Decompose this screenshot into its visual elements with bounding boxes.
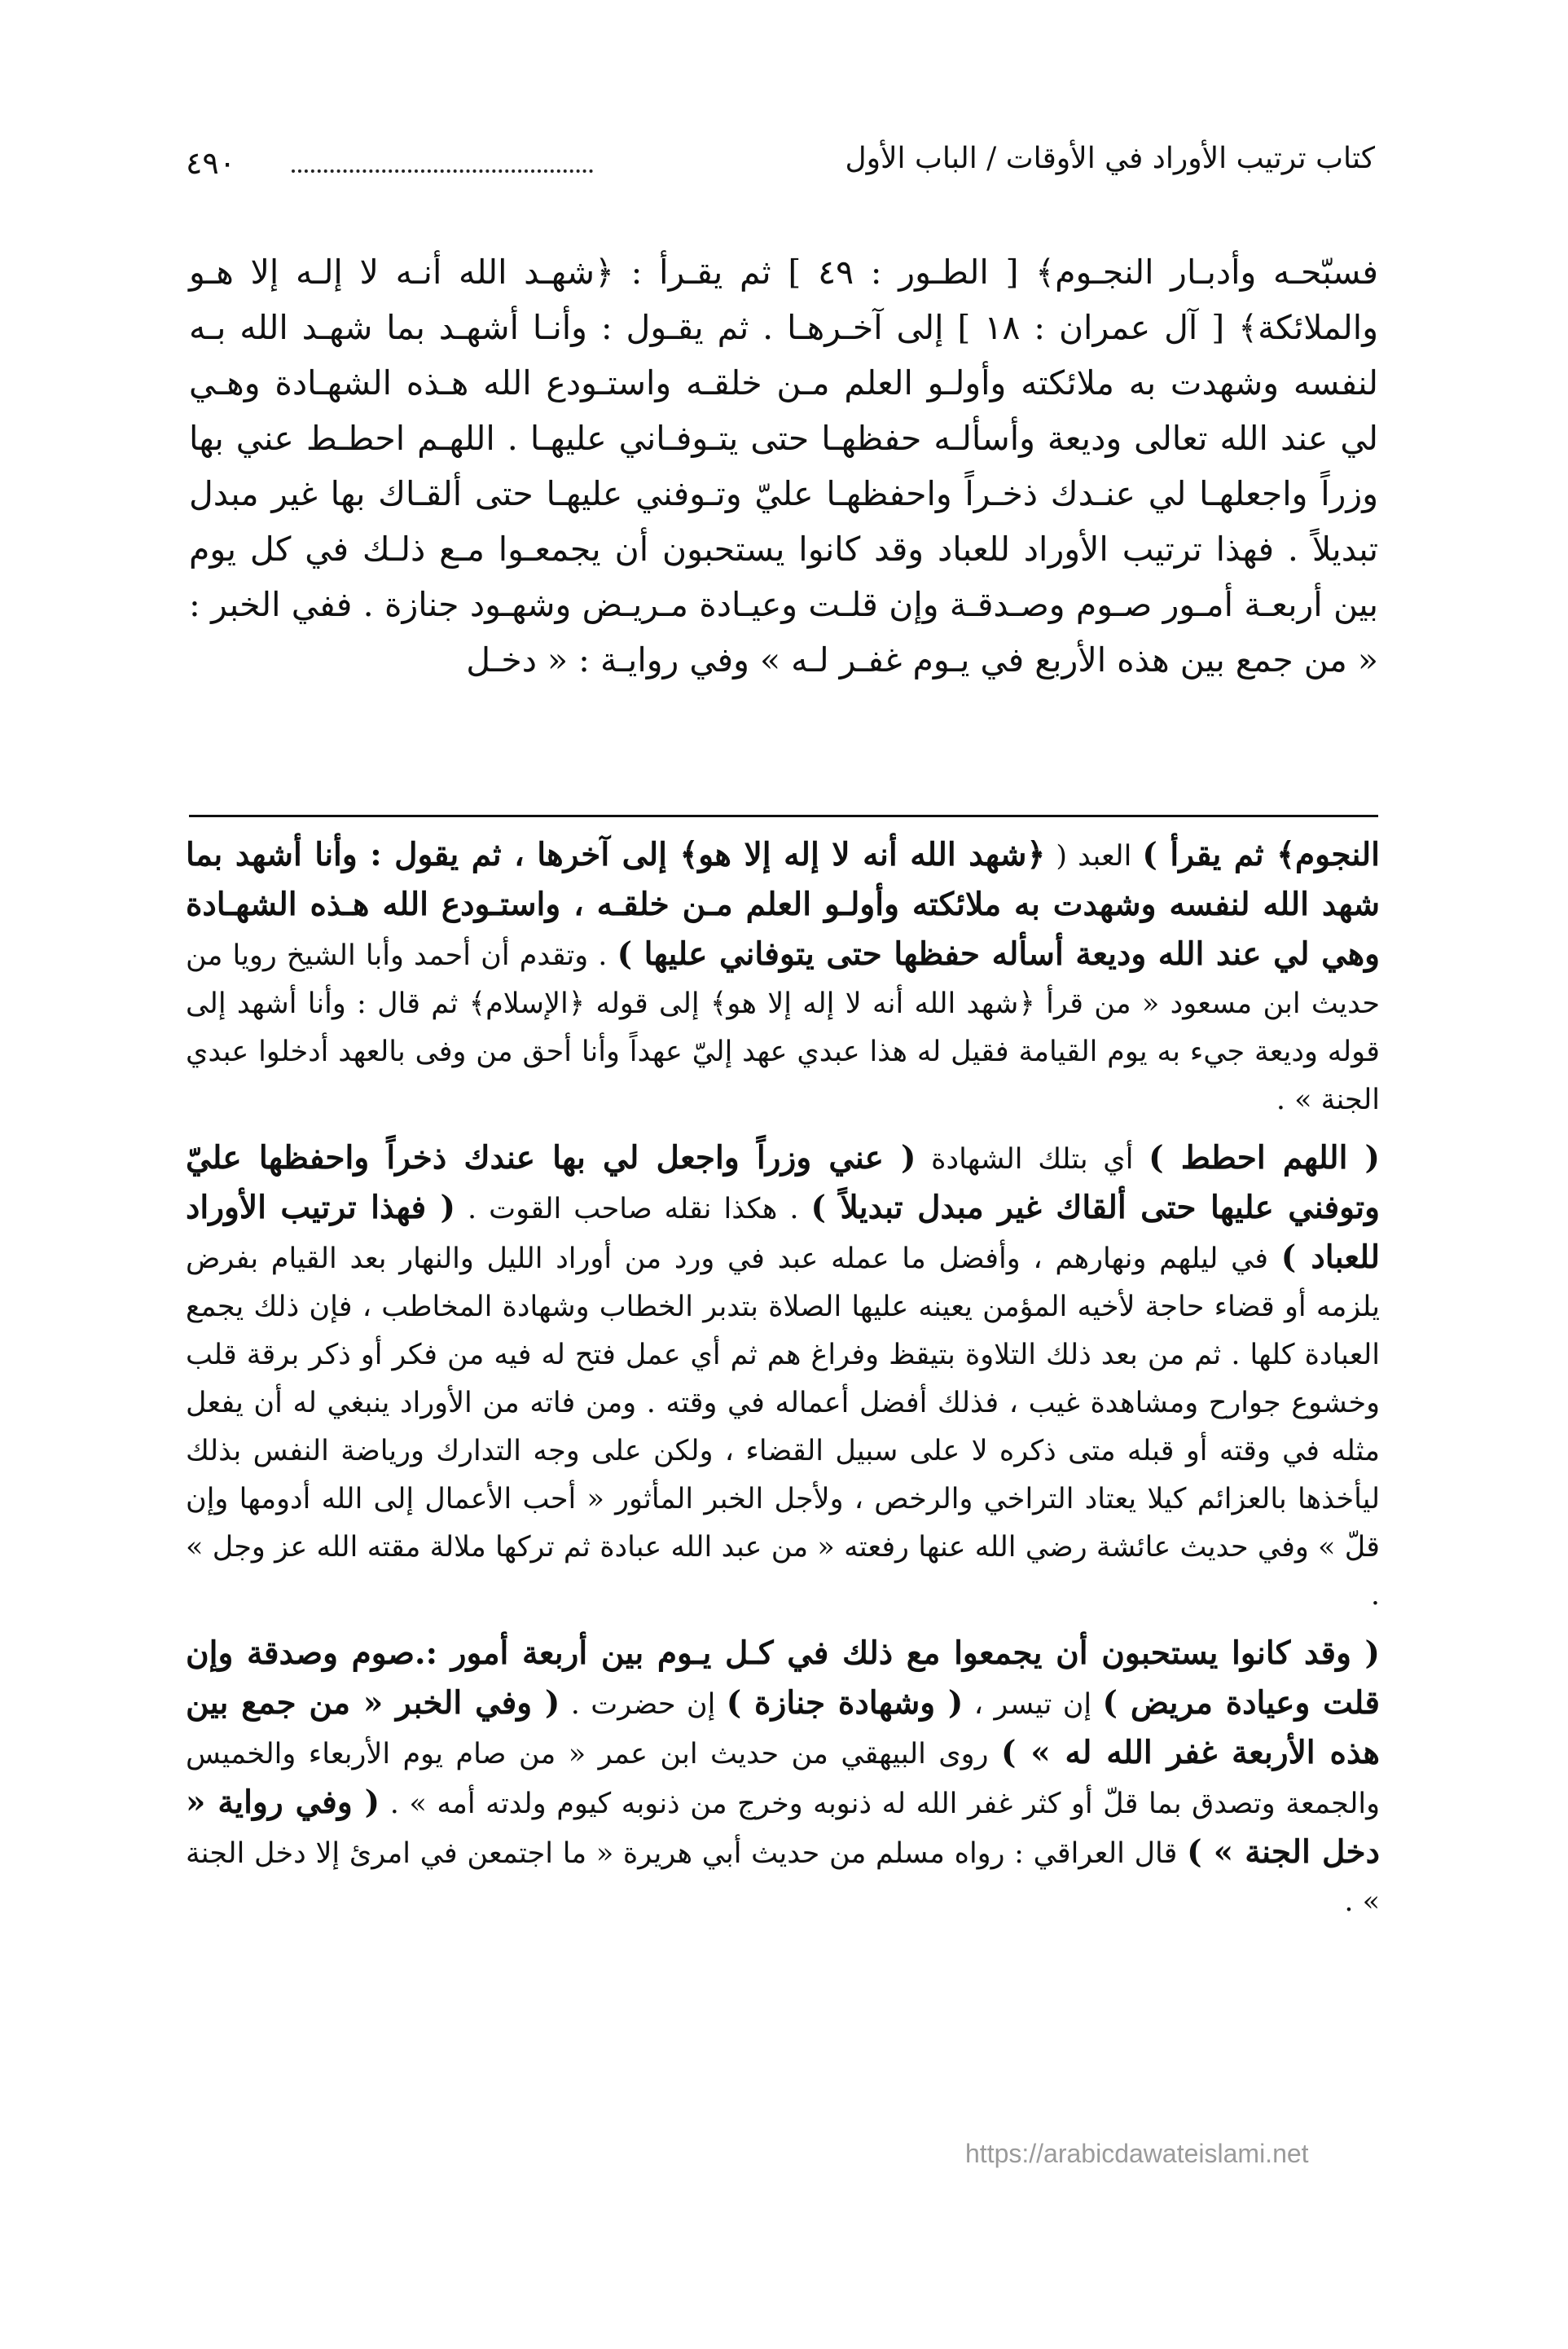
commentary-text: . هكذا نقله صاحب القوت . <box>455 1193 811 1225</box>
commentary-quote: ﴿شهد الله أنه لا إله إلا هو﴾ إلى آخرها ، ثم يقول : وأنا أشهد بما شهد الله لنفسه وشهدت به ملائكته وأولـو العلم مـن خلقـه ، واستـودع الله هـذه الشهـادة وهي لي عند الله وديعة أسأله حفظها حتى يتوفاني عليها ) <box>186 836 1380 973</box>
commentary-quote: النجوم﴾ ثم يقرأ ) <box>1142 836 1380 873</box>
page-header <box>186 137 1375 194</box>
commentary-paragraph-3 <box>186 1630 1380 1926</box>
commentary-quote: ( عني وزراً واجعل لي بها عندك ذخراً واحفظها عليّ وتوفني عليها حتى ألقاك غير مبدل تبديلاً ) <box>186 1139 1380 1226</box>
commentary-text: في ليلهم ونهارهم ، وأفضل ما عمله عبد في ورد من أوراد الليل والنهار بعد القيام بفرض يلزمه أو قضاء حاجة لأخيه المؤمن يعينه عليها الصلاة بتدبر الخطاب وشهادة المخاطب ، فإن ذلك يجمع العبادة كلها . ثم من بعد ذلك التلاوة بتيقظ وفراغ هم ثم أي عمل فتح له فيه من فكر أو ذكر برقة قلب وخشوع جوارح ومشاهدة غيب ، فذلك أفضل أعماله في وقته . ومن فاته من الأوراد ينبغي له أن يفعل مثله في وقته أو قبله متى ذكره لا على سبيل القضاء ، ولكن على وجه التدارك ورياضة النفس بذلك ليأخذها بالعزائم كيلا يعتاد التراخي والرخص ، ولأجل الخبر المأثور « أحب الأعمال إلى الله أدومها وإن قلّ » وفي حديث عائشة رضي الله عنها رفعته « من عبد الله عبادة ثم تركها ملالة مقته الله عز وجل » . <box>186 1243 1380 1612</box>
commentary-quote: ( فهذا ترتيب الأوراد للعباد ) <box>186 1189 1380 1276</box>
commentary-quote: ( وفي رواية « دخل الجنة » ) <box>186 1784 1380 1871</box>
main-text-block <box>189 244 1378 688</box>
commentary-text: أي بتلك الشهادة <box>916 1143 1149 1176</box>
header-dotted-leader <box>292 148 593 173</box>
commentary-text: إن تيسر ، <box>963 1688 1103 1721</box>
commentary-block <box>186 831 1380 1936</box>
commentary-paragraph-2 <box>186 1134 1380 1620</box>
commentary-quote: ( اللهم احطط ) <box>1149 1139 1381 1177</box>
commentary-quote: ( وفي الخبر « من جمع بين هذه الأربعة غفر الله له » ) <box>186 1684 1380 1771</box>
commentary-paragraph-1 <box>186 831 1380 1124</box>
commentary-text: . وتقدم أن أحمد وأبا الشيخ رويا من حديث ابن مسعود « من قرأ ﴿شهد الله أنه لا إله إلا هو﴾ إلى قوله ﴿الإسلام﴾ ثم قال : وأنا أشهد إلى قوله وديعة جيء به يوم القيامة فقيل له هذا عبدي عهد إليّ عهداً وأنا أحق من وفى بالعهد أدخلوا عبدي الجنة » . <box>186 939 1380 1116</box>
running-title: كتاب ترتيب الأوراد في الأوقات / الباب الأول <box>845 142 1375 175</box>
footnote-divider <box>189 815 1378 817</box>
page-number: ٤٩٠ <box>186 145 236 181</box>
commentary-text: روى البيهقي من حديث ابن عمر « من صام يوم الأربعاء والخميس والجمعة وتصدق بما قلّ أو كثر غفر الله له ذنوبه وخرج من ذنوبه كيوم ولدته أمه » . <box>186 1738 1380 1820</box>
commentary-text: العبد ( <box>1045 840 1143 873</box>
commentary-quote: ( وقد كانوا يستحبون أن يجمعوا مع ذلك في كـل يـوم بين أربعة أمور :.صوم وصدقة وإن قلت وعيادة مريض ) <box>186 1634 1380 1722</box>
commentary-text: إن حضرت . <box>560 1688 727 1721</box>
commentary-text: قال العراقي : رواه مسلم من حديث أبي هريرة « ما اجتمعن في امرئ إلا دخل الجنة » . <box>186 1837 1380 1918</box>
commentary-quote: ( وشهادة جنازة ) <box>726 1684 964 1722</box>
watermark-url: https://arabicdawateislami.net <box>965 2139 1309 2168</box>
main-paragraph: فسبّحـه وأدبـار النجـوم﴾ [ الطـور : ٤٩ ] ثم يقـرأ : ﴿شهـد الله أنـه لا إلـه إلا هـو والملائكة﴾ [ آل عمران : ١٨ ] إلى آخـرهـا . ثم يقـول : وأنـا أشهـد بما شهـد الله بـه لنفسه وشهدت به ملائكته وأولـو العلم مـن خلقـه واستـودع الله هـذه الشهـادة وهـي لي عند الله تعالى وديعة وأسألـه حفظهـا حتى يتـوفـاني عليهـا . اللهـم احطـط عني بها وزراً واجعلهـا لي عنـدك ذخـراً واحفظهـا عليّ وتـوفني عليهـا حتى ألقـاك بها غير مبدل تبديلاً . فهذا ترتيب الأوراد للعباد وقد كانوا يستحبون أن يجمعـوا مـع ذلـك في كل يوم بين أربعـة أمـور صـوم وصـدقـة وإن قلـت وعيـادة مـريـض وشهـود جنازة . ففي الخبر : « من جمع بين هذه الأربع في يـوم غفـر لـه » وفي روايـة : « دخـل <box>189 253 1378 680</box>
